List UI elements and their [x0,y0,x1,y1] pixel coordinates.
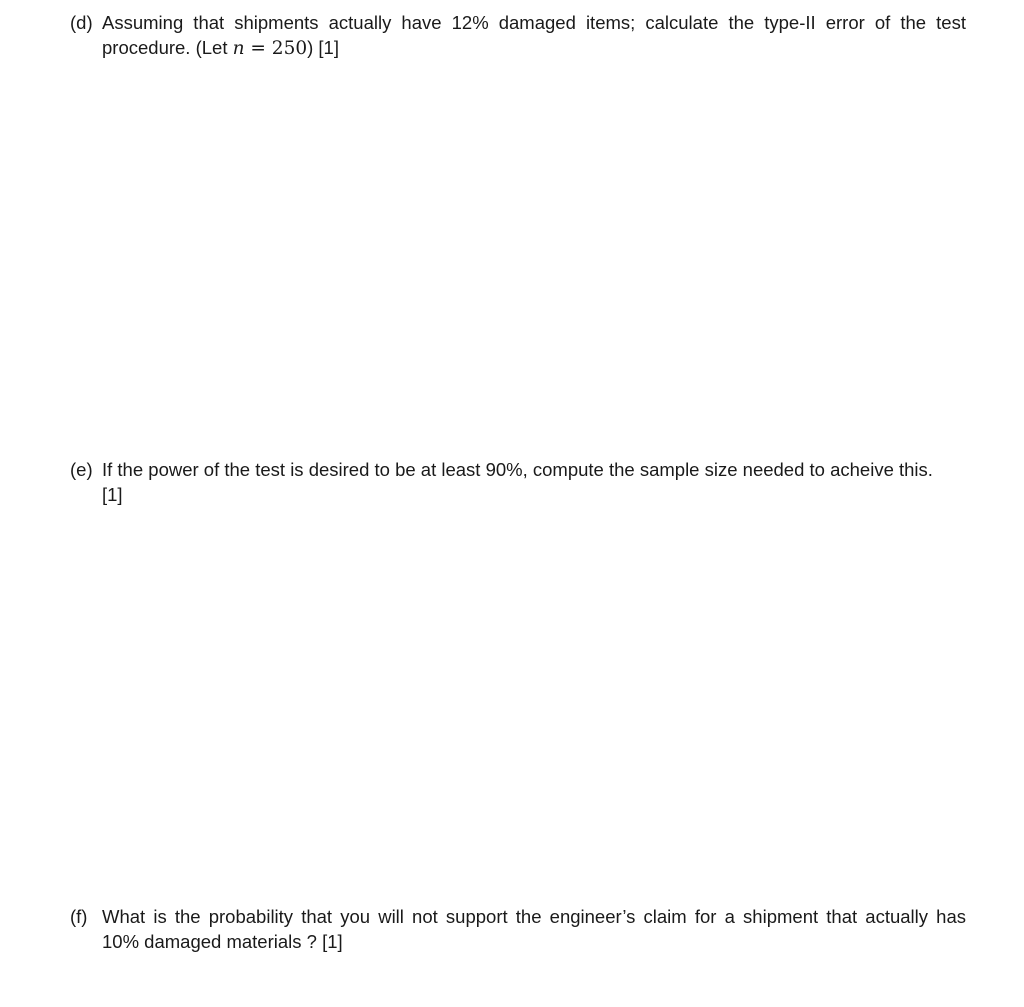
question-e-line-1 [70,457,966,482]
question-d-text: Assuming that shipments actually have 12% damaged items; calculate the type-II error of the test [102,12,966,33]
question-f-line-1 [70,904,966,929]
question-d-text-cont [102,35,339,61]
question-e-label: (e) [70,459,93,480]
question-f-line-2 [70,929,966,954]
question-e-text: If the power of the test is desired to be at least 90%, compute the sample size needed to acheive this. [102,459,933,480]
question-f-text: What is the probability that you will not support the engineer’s claim for a shipment that actually has [102,906,966,927]
question-f-label: (f) [70,906,88,927]
question-f [70,904,966,954]
math-value: 250 [271,38,308,59]
question-d-label: (d) [70,12,93,33]
math-equals: = [244,38,272,59]
question-f-text-cont: 10% damaged materials ? [1] [102,931,343,952]
question-d-line-2 [70,35,966,61]
question-d-prefix: procedure. (Let [102,37,233,58]
question-d-line-1 [70,10,966,35]
question-e [70,457,966,507]
math-variable-n: n [232,38,245,59]
question-e-marks: [1] [102,484,123,505]
question-e-line-2 [70,482,966,507]
question-d-suffix: ) [1] [307,37,339,58]
question-d [70,10,966,61]
